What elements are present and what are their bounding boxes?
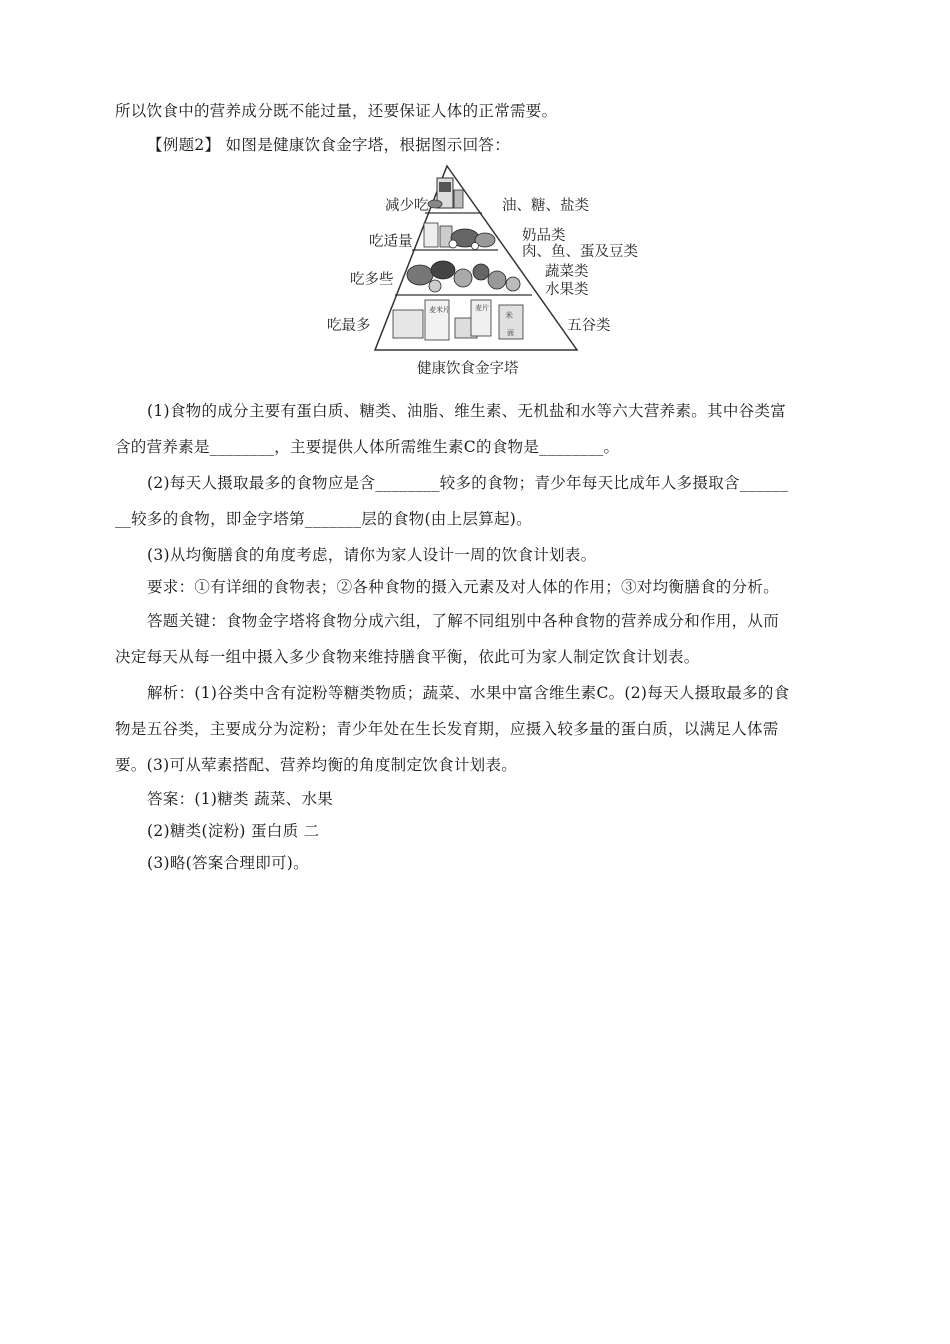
analysis-line-3: 要。(3)可从荤素搭配、营养均衡的角度制定饮食计划表。 — [115, 756, 518, 774]
left-label-tier4: 吃最多 — [327, 318, 371, 334]
answer-1: 答案：(1)糖类 蔬菜、水果 — [147, 790, 334, 808]
paragraph-intro-tail: 所以饮食中的营养成分既不能过量，还要保证人体的正常需要。 — [115, 102, 558, 120]
noodle-label: 面 — [507, 329, 514, 337]
question-2-line-1: (2)每天人摄取最多的食物应是含________较多的食物；青少年每天比成年人多摄取含______ — [147, 474, 789, 492]
right-label-tier3a: 蔬菜类 — [545, 264, 589, 280]
question-2-line-2: __较多的食物，即金字塔第_______层的食物(由上层算起)。 — [115, 510, 532, 528]
answer-key-line-2: 决定每天从每一组中摄入多少食物来维持膳食平衡，依此可为家人制定饮食计划表。 — [115, 648, 700, 666]
answer-2: (2)糖类(淀粉) 蛋白质 二 — [147, 822, 320, 840]
right-label-tier2b: 肉、鱼、蛋及豆类 — [522, 244, 638, 260]
answer-3: (3)略(答案合理即可)。 — [147, 854, 309, 872]
right-label-tier2a: 奶品类 — [522, 228, 566, 244]
right-label-tier4: 五谷类 — [567, 318, 611, 334]
analysis-line-1: 解析：(1)谷类中含有淀粉等糖类物质；蔬菜、水果中富含维生素C。(2)每天人摄取最多的食 — [147, 684, 790, 702]
right-label-tier3b: 水果类 — [545, 282, 589, 298]
cereal-box-label-1: 麦米片 — [429, 306, 450, 314]
left-label-tier2: 吃适量 — [369, 234, 413, 250]
cereal-box-label-2: 麦片 — [475, 304, 489, 312]
left-label-tier1: 减少吃 — [385, 198, 429, 214]
question-3: (3)从均衡膳食的角度考虑，请你为家人设计一周的饮食计划表。 — [147, 546, 597, 564]
figure-caption: 健康饮食金字塔 — [417, 361, 519, 377]
example-title: 【例题2】 如图是健康饮食金字塔，根据图示回答： — [147, 136, 510, 154]
right-label-tier1: 油、糖、盐类 — [502, 198, 589, 214]
answer-key-line-1: 答题关键：食物金字塔将食物分成六组，了解不同组别中各种食物的营养成分和作用，从而 — [147, 612, 780, 630]
analysis-line-2: 物是五谷类，主要成分为淀粉；青少年处在生长发育期，应摄入较多量的蛋白质，以满足人体需 — [115, 720, 779, 738]
food-pyramid-diagram — [325, 160, 665, 385]
requirement: 要求：①有详细的食物表；②各种食物的摄入元素及对人体的作用；③对均衡膳食的分析。 — [147, 578, 780, 596]
left-label-tier3: 吃多些 — [350, 272, 394, 288]
question-1-line-2: 含的营养素是________，主要提供人体所需维生素C的食物是________。 — [115, 438, 620, 456]
rice-bag-label: 米 — [505, 311, 513, 320]
question-1-line-1: (1)食物的成分主要有蛋白质、糖类、油脂、维生素、无机盐和水等六大营养素。其中谷类富 — [147, 402, 787, 420]
food-pyramid-figure — [325, 160, 665, 385]
